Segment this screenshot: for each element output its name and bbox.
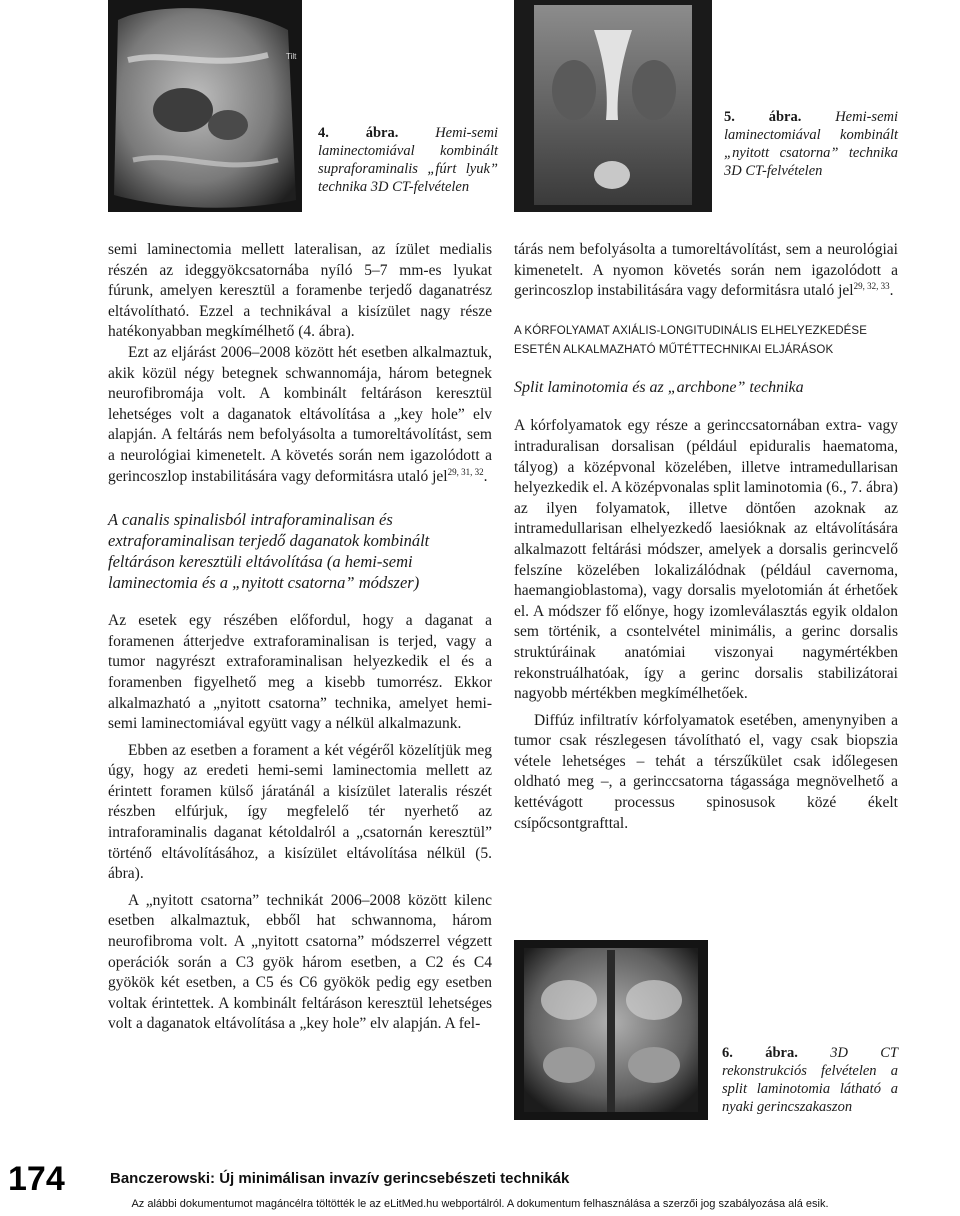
figure-4-ct-image	[108, 0, 302, 212]
right-paragraph-2: A kórfolyamatok egy része a gerinccsatornában extra- vagy intraduralisan dorsalisan (például epiduralis haematoma, tályog) a középvonal közelében, illetve intramedullarisan helyezkedik el. A középvonalas split laminotomia (6., 7. ábra) az ilyen folyamatok, illetve döntően azoknak az intramedullarisan elhelyezkedő laesióknak az eltávolítására alkalmazott feltárási módszer, amelyek a dorsalis gerincvelő felszíne közelében lokalizálódnak (például cavernoma, haemangioblastoma), vagy dorsalis myelotomián át érhetőek el. A módszer fő előnye, hogy izomleválasztás egyik oldalon sem történik, a csontelvétel minimális, a gerinc dorsalis struktúráinak anatómiai viszonyai nagymértékben rekonstruálhatóak, így a gerinc dorsalis stabilizátorai nagyobb mértékben megkímélhetőek.	[514, 417, 898, 703]
right-paragraph-1	[514, 240, 898, 302]
figure-4-number: 4. ábra.	[318, 125, 399, 141]
left-paragraph-2-end: .	[483, 467, 488, 485]
figure-6-number: 6. ábra.	[722, 1045, 798, 1061]
page-number: 174	[8, 1160, 65, 1198]
right-paragraph-3: Diffúz infiltratív kórfolyamatok esetében, amenynyiben a tumor csak részlegesen távolítható el, vagy csak biopszia vétele lehetséges – tehát a térszűkület csak időlegesen oldható meg –, a gerinccsatorna tágassága megnövelhető a kettévágott processus spinosusok közé ékelt csípőcsontgrafttal.	[514, 711, 898, 832]
left-paragraph-4: Ebben az esetben a forament a két végéről közelítjük meg úgy, hogy az eredeti hemi-semi laminectomia mellett az érintett foramen külső járatánál a kisízület lateralis részét részben elfúrjuk, így megfelelő tér nyerhető az intraforaminalis daganat kétoldalról a „csatornán keresztül” történő eltávolításához, a kisízület eltávolítása nélkül (5. ábra).	[108, 741, 492, 883]
figure-5-caption	[724, 108, 898, 180]
right-paragraph-1-citation: 29, 32, 33	[853, 281, 890, 292]
left-paragraph-2	[108, 343, 492, 487]
left-paragraph-1: semi laminectomia mellett lateralisan, az ízület medialis részén az ideggyökcsatornába nyíló 5–7 mm-es lyukat fúrunk, amelyen keresztül a foramenbe terjedő daganatrész eltávolítható. Ezzel a technikával a kisízület nagy része hatékonyabban megkímélhető (4. ábra).	[108, 241, 492, 341]
download-notice: Az alábbi dokumentumot magáncélra töltötték le az eLitMed.hu webportálról. A dokumentum felhasználása a szerzői jog szabályozása alá esik.	[131, 1198, 829, 1210]
left-paragraph-2-citation: 29, 31, 32	[447, 466, 484, 477]
tilt-label: Tilt	[286, 52, 297, 61]
figure-6-ct-image	[514, 940, 708, 1120]
left-section-heading: A canalis spinalisból intraforaminalisan és extraforaminalisan terjedő daganatok kombinált feltáráson keresztüli eltávolítása (a hemi-semi laminectomia és a „nyitott csatorna” módszer)	[108, 510, 430, 593]
left-paragraph-3: Az esetek egy részében előfordul, hogy a daganat a foramenen átterjedve extraforaminalisan is terjed, vagy a tumor nagyrészt extraforaminalisan helyezkedik el és a foramenben figyelhető meg a kisebb tumorrész. Ekkor alkalmazható a „nyitott csatorna” technika, amelyet hemi-semi laminectomiával együtt vagy a nélkül alkalmazunk.	[108, 612, 492, 733]
right-column	[514, 240, 898, 834]
figure-6-caption	[722, 1044, 898, 1116]
right-paragraph-1-text: tárás nem befolyásolta a tumoreltávolítást, sem a neurológiai kimenetelt. A nyomon követés során nem igazolódott a gerincoszlop instabilitására vagy deformitásra utaló jel	[514, 241, 898, 300]
figure-4-caption-text: Hemi-semi laminectomiával kombinált supraforaminalis „fúrt lyuk” technika 3D CT-felvételen	[318, 125, 499, 195]
figure-5-ct-image	[514, 0, 712, 212]
figure-6-caption-text: 3D CT rekonstrukciós felvételen a split laminotomia látható a nyaki gerincszakaszon	[722, 1045, 898, 1115]
running-title: Banczerowski: Új minimálisan invazív gerincsebészeti technikák	[110, 1170, 570, 1187]
figure-5-caption-text: Hemi-semi laminectomiával kombinált „nyitott csatorna” technika 3D CT-felvételen	[724, 109, 899, 179]
left-column	[108, 240, 492, 1035]
right-caps-heading: A KÓRFOLYAMAT AXIÁLIS-LONGITUDINÁLIS ELHELYEZKEDÉSE ESETÉN ALKALMAZHATÓ MŰTÉTTECHNIKAI ELJÁRÁSOK	[514, 324, 867, 356]
figure-5-number: 5. ábra.	[724, 109, 802, 125]
figure-4-caption	[318, 124, 498, 196]
right-paragraph-1-end: .	[889, 282, 894, 300]
right-italic-heading: Split laminotomia és az „archbone” technika	[514, 378, 804, 396]
left-paragraph-2-text: Ezt az eljárást 2006–2008 között hét esetben alkalmaztuk, akik közül négy betegnek schwannomája, három betegnek neurofibromája volt. A kombinált feltáráson keresztül lehetséges volt a daganatok eltávolítása a „key hole” elv alapján. A feltárás nem befolyásolta a tumoreltávolítást, sem a neurológiai kimenetelt. A követés során nem igazolódott a gerincoszlop instabilitására vagy deformitásra utaló jel	[108, 343, 492, 485]
left-paragraph-5: A „nyitott csatorna” technikát 2006–2008 között kilenc esetben alkalmaztuk, ebből hat schwannoma, három neurofibroma volt. A „nyitott csatorna” módszerrel végzett operációk során a C3 gyök három esetben, a C2 és C4 gyökök két esetben, a C5 és C6 gyökök pedig egy esetben voltak érintettek. A kombinált feltáráson keresztül lehetséges volt a daganatok eltávolítása a „key hole” elv alapján. A fel-	[108, 891, 492, 1033]
